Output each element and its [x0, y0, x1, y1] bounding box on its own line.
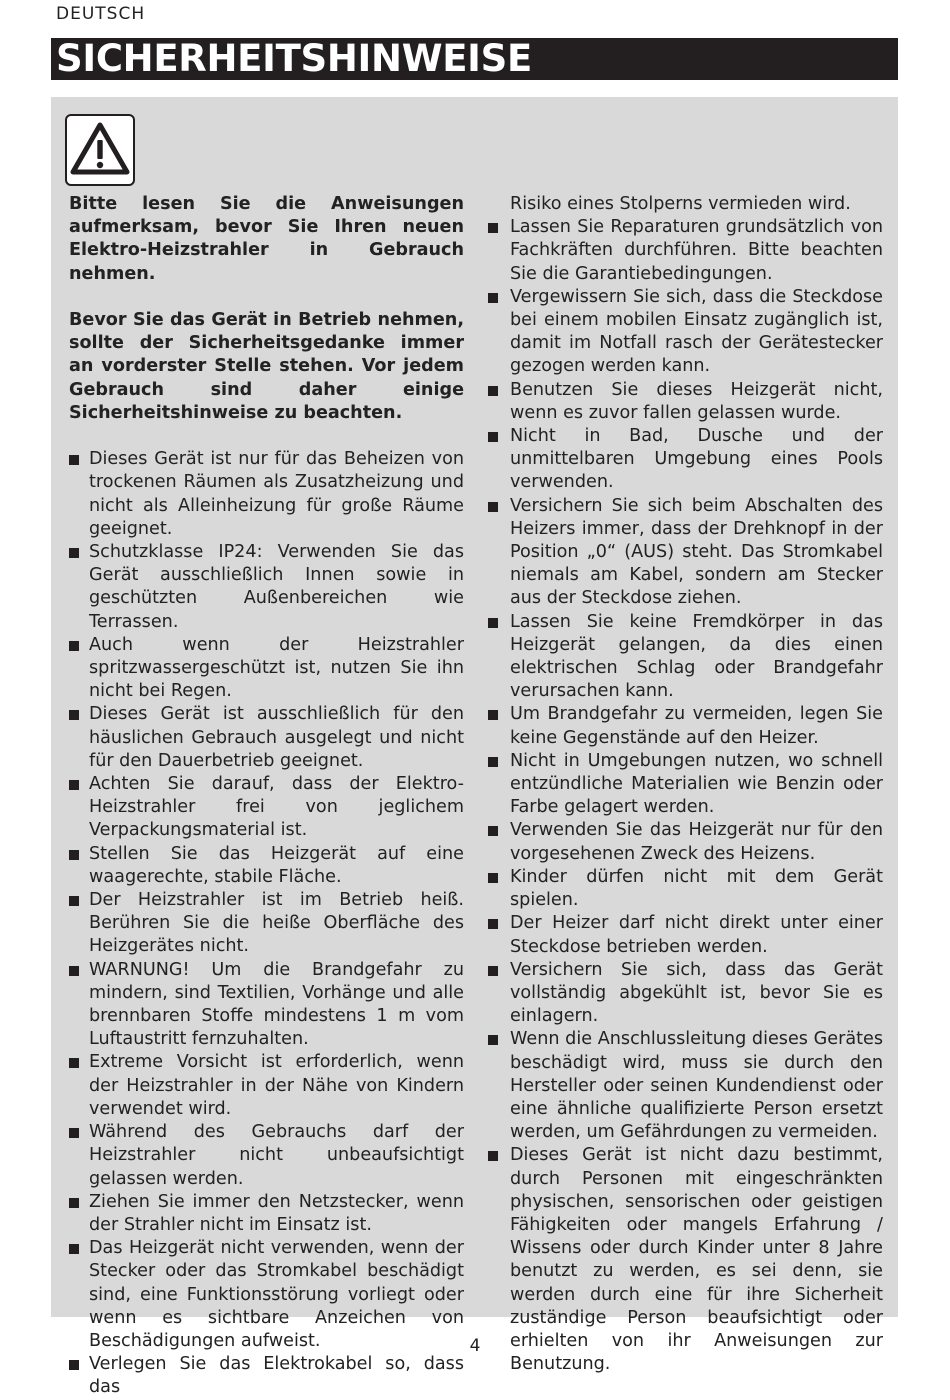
list-item: Versichern Sie sich beim Abschalten des Heizers immer, dass der Drehknopf in der Position „0“ (AUS) steht. Das Stromkabel niemals am Kabel, sondern am Stecker aus der Steckdose ziehen. [488, 495, 883, 611]
left-column [69, 193, 464, 1400]
list-item: Nicht in Bad, Dusche und der unmittelbaren Umgebung eines Pools verwenden. [488, 425, 883, 495]
right-column [488, 193, 883, 1376]
list-item: Um Brandgefahr zu vermeiden, legen Sie keine Gegenstände auf den Heizer. [488, 703, 883, 749]
list-item: Verwenden Sie das Heizgerät nur für den vorgesehenen Zweck des Heizens. [488, 819, 883, 865]
warning-triangle-icon [70, 122, 130, 176]
list-item: Stellen Sie das Heizgerät auf eine waagerechte, stabile Fläche. [69, 843, 464, 889]
list-item: Der Heizer darf nicht direkt unter einer Steckdose betrieben werden. [488, 912, 883, 958]
list-item: Der Heizstrahler ist im Betrieb heiß. Berühren Sie die heiße Oberfläche des Heizgerätes nicht. [69, 889, 464, 959]
list-item: Extreme Vorsicht ist erforderlich, wenn der Heizstrahler in der Nähe von Kindern verwendet wird. [69, 1051, 464, 1121]
language-label: DEUTSCH [56, 4, 146, 24]
list-item: Auch wenn der Heizstrahler spritzwassergeschützt ist, nutzen Sie ihn nicht bei Regen. [69, 634, 464, 704]
safety-list-left [69, 448, 464, 1399]
list-item: Benutzen Sie dieses Heizgerät nicht, wenn es zuvor fallen gelassen wurde. [488, 379, 883, 425]
warning-box [65, 114, 135, 186]
list-item: Schutzklasse IP24: Verwenden Sie das Gerät ausschließlich Innen sowie in geschützten Außenbereichen wie Terrassen. [69, 541, 464, 634]
list-item: Lassen Sie Reparaturen grundsätzlich von Fachkräften durchführen. Bitte beachten Sie die Garantiebedingungen. [488, 216, 883, 286]
list-item: Kinder dürfen nicht mit dem Gerät spielen. [488, 866, 883, 912]
list-item-continuation: Risiko eines Stolperns vermieden wird. [510, 194, 851, 214]
list-item: WARNUNG! Um die Brandgefahr zu mindern, sind Textilien, Vorhänge und alle brennbaren Stoffe mindestens 1 m vom Luftaustritt fernzuhalten. [69, 959, 464, 1052]
list-item: Dieses Gerät ist nur für das Beheizen von trockenen Räumen als Zusatzheizung und nicht als Alleinheizung für große Räume geeignet. [69, 448, 464, 541]
intro-paragraph: Bevor Sie das Gerät in Betrieb nehmen, sollte der Sicherheitsgedanke immer an vorderster Stelle stehen. Vor jedem Gebrauch sind daher einige Sicherheitshinweise zu beachten. [69, 310, 464, 423]
list-item: Während des Gebrauchs darf der Heizstrahler nicht unbeaufsichtigt gelassen werden. [69, 1121, 464, 1191]
list-item: Das Heizgerät nicht verwenden, wenn der Stecker oder das Stromkabel beschädigt sind, eine Funktionsstörung vorliegt oder wenn es sichtbare Anzeichen von Beschädigungen aufweist. [69, 1237, 464, 1353]
list-item: Vergewissern Sie sich, dass die Steckdose bei einem mobilen Einsatz zugänglich ist, damit im Notfall rasch der Gerätestecker gezogen werden kann. [488, 286, 883, 379]
page-title: SICHERHEITSHINWEISE [56, 37, 532, 80]
list-item: Dieses Gerät ist nicht dazu bestimmt, durch Personen mit eingeschränkten physischen, sensorischen oder geistigen Fähigkeiten oder mangels Erfahrung / Wissens oder durch Kinder unter 8 Jahre benutzt zu werden, es sei denn, sie werden durch eine für ihre Sicherheit zuständige Person beaufsichtigt oder erhielten von ihr Anweisungen zur Benutzung. [488, 1144, 883, 1376]
title-bar [51, 38, 898, 80]
list-item: Achten Sie darauf, dass der Elektro-Heizstrahler frei von jeglichem Verpackungsmaterial ist. [69, 773, 464, 843]
list-item: Lassen Sie keine Fremdkörper in das Heizgerät gelangen, da dies einen elektrischen Schlag oder Brandgefahr verursachen kann. [488, 611, 883, 704]
list-item: Versichern Sie sich, dass das Gerät vollständig abgekühlt ist, bevor Sie es einlagern. [488, 959, 883, 1029]
intro-paragraph: Bitte lesen Sie die Anweisungen aufmerksam, bevor Sie Ihren neuen Elektro-Heizstrahler in Gebrauch nehmen. [69, 194, 464, 284]
list-item: Wenn die Anschlussleitung dieses Gerätes beschädigt wird, muss sie durch den Hersteller oder seinen Kundendienst oder eine ähnliche qualifizierte Person ersetzt werden, um Gefährdungen zu vermeiden. [488, 1028, 883, 1144]
list-item: Verlegen Sie das Elektrokabel so, dass das [69, 1353, 464, 1399]
list-item: Nicht in Umgebungen nutzen, wo schnell entzündliche Materialien wie Benzin oder Farbe gelagert werden. [488, 750, 883, 820]
list-item: Dieses Gerät ist ausschließlich für den häuslichen Gebrauch ausgelegt und nicht für den Dauerbetrieb geeignet. [69, 703, 464, 773]
list-item: Ziehen Sie immer den Netzstecker, wenn der Strahler nicht im Einsatz ist. [69, 1191, 464, 1237]
safety-list-right [488, 216, 883, 1376]
page-number: 4 [469, 1336, 481, 1356]
